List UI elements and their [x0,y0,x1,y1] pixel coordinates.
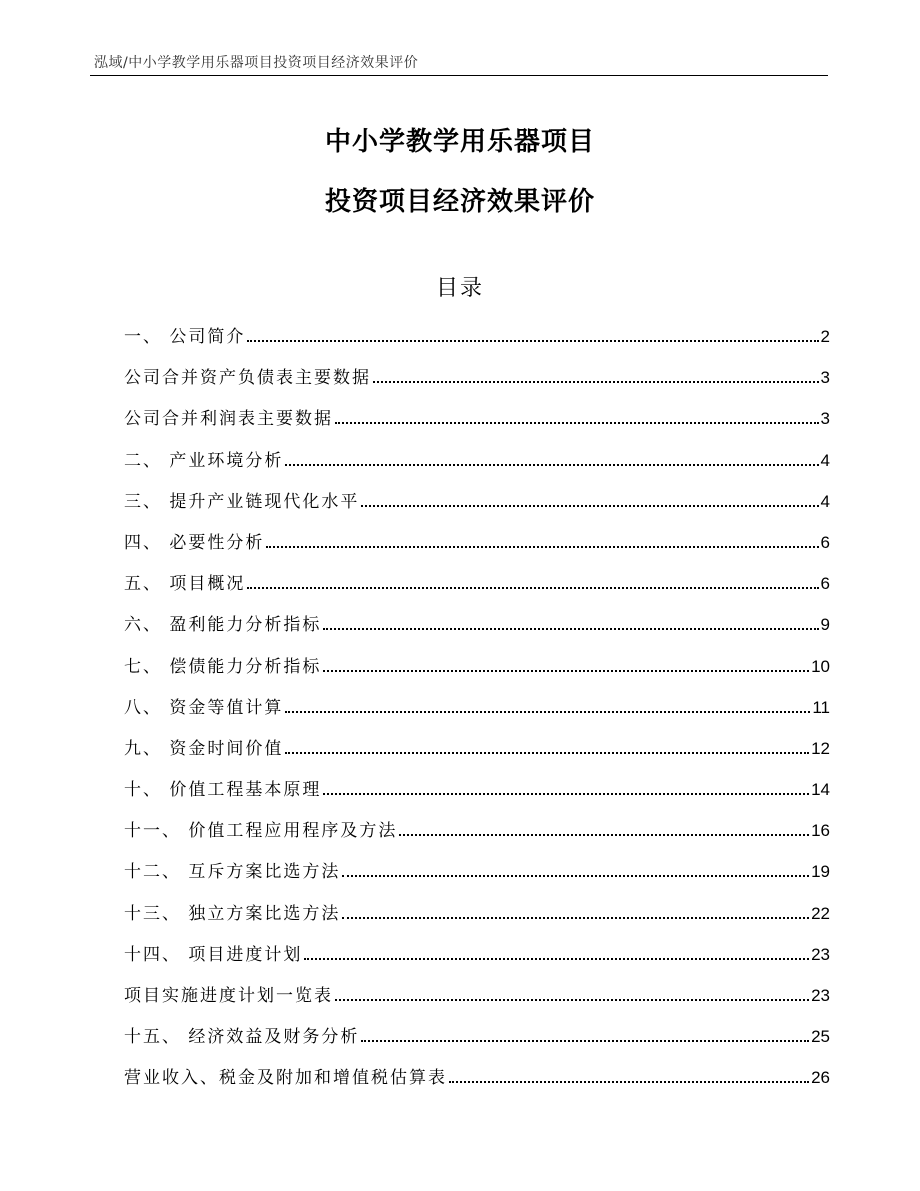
toc-entry-page: 11 [812,697,830,717]
toc-entry-page: 16 [811,821,830,841]
toc-entry-label: 六、 盈利能力分析指标 [124,615,322,636]
header-divider [90,75,828,76]
toc-entry-label: 营业收入、税金及附加和增值税估算表 [124,1068,447,1089]
toc-entry-label: 四、 必要性分析 [124,532,265,553]
toc-leader-dots [304,958,809,960]
toc-entry-label: 十四、 项目进度计划 [124,944,303,965]
toc-leader-dots [361,1040,809,1042]
toc-entry-label: 公司合并资产负债表主要数据 [124,368,371,389]
toc-leader-dots [449,1081,809,1083]
toc-entry[interactable] [124,652,830,693]
toc-leader-dots [266,546,818,548]
toc-entry[interactable] [124,899,830,940]
toc-entry[interactable] [124,322,830,363]
document-title-line1: 中小学教学用乐器项目 [324,127,595,157]
toc-heading: 目录 [435,276,484,301]
toc-entry[interactable] [124,816,830,857]
toc-entry[interactable] [124,487,830,528]
toc-entry-label: 项目实施进度计划一览表 [124,986,333,1006]
toc-entry[interactable] [124,857,830,898]
toc-leader-dots [247,587,818,589]
toc-leader-dots [373,381,819,383]
toc-entry[interactable] [124,940,830,981]
toc-entry-page: 14 [811,780,830,800]
toc-entry[interactable] [124,446,830,487]
toc-entry-label: 十五、 经济效益及财务分析 [124,1027,360,1048]
toc-entry-page: 26 [811,1068,830,1088]
toc-leader-dots [399,834,809,836]
toc-entry-label: 七、 偿债能力分析指标 [124,656,322,677]
toc-entry-label: 五、 项目概况 [124,574,246,595]
toc-leader-dots [335,999,809,1001]
toc-entry-label: 三、 提升产业链现代化水平 [124,491,360,512]
toc-entry-page: 3 [820,368,830,388]
toc-leader-dots [247,340,818,342]
toc-entry-page: 6 [820,532,830,552]
toc-leader-dots [285,711,810,713]
toc-entry-page: 22 [811,903,830,923]
running-header: 泓域/中小学教学用乐器项目投资项目经济效果评价 [94,55,419,71]
toc-entry-page: 25 [811,1027,830,1047]
toc-leader-dots [323,670,809,672]
toc-entry[interactable] [124,610,830,651]
table-of-contents [124,322,830,1105]
toc-entry-page: 12 [811,738,830,758]
toc-leader-dots [323,628,818,630]
toc-entry-page: 2 [820,327,830,346]
toc-leader-dots [323,793,809,795]
toc-leader-dots [335,422,819,424]
toc-entry[interactable] [124,775,830,816]
document-title-line2: 投资项目经济效果评价 [324,187,595,217]
toc-entry-label: 十一、 价值工程应用程序及方法 [124,821,398,842]
toc-entry[interactable] [124,1022,830,1063]
toc-entry[interactable] [124,569,830,610]
toc-leader-dots [361,505,818,507]
toc-leader-dots [342,917,809,919]
toc-entry-label: 十三、 独立方案比选方法 [124,903,341,924]
toc-entry-label: 一、 公司简介 [124,327,246,347]
toc-entry-label: 公司合并利润表主要数据 [124,409,333,430]
toc-entry-page: 10 [811,656,830,676]
toc-entry[interactable] [124,363,830,404]
toc-entry[interactable] [124,404,830,445]
toc-entry-page: 4 [820,491,830,511]
toc-entry[interactable] [124,1063,830,1104]
toc-entry-page: 9 [820,615,830,635]
toc-entry[interactable] [124,981,830,1022]
toc-entry-page: 3 [820,409,830,429]
toc-leader-dots [285,752,809,754]
toc-entry-page: 23 [811,944,830,964]
toc-entry-page: 6 [820,574,830,594]
toc-entry[interactable] [124,734,830,775]
toc-leader-dots [342,875,809,877]
toc-entry-label: 二、 产业环境分析 [124,450,284,471]
toc-entry[interactable] [124,693,830,734]
toc-entry-page: 19 [811,862,830,882]
toc-leader-dots [285,464,818,466]
toc-entry-label: 十二、 互斥方案比选方法 [124,862,341,883]
toc-entry-label: 九、 资金时间价值 [124,738,284,759]
toc-entry-page: 23 [811,986,830,1005]
toc-entry[interactable] [124,528,830,569]
toc-entry-page: 4 [820,450,830,470]
toc-entry-label: 八、 资金等值计算 [124,697,284,718]
toc-entry-label: 十、 价值工程基本原理 [124,780,322,801]
